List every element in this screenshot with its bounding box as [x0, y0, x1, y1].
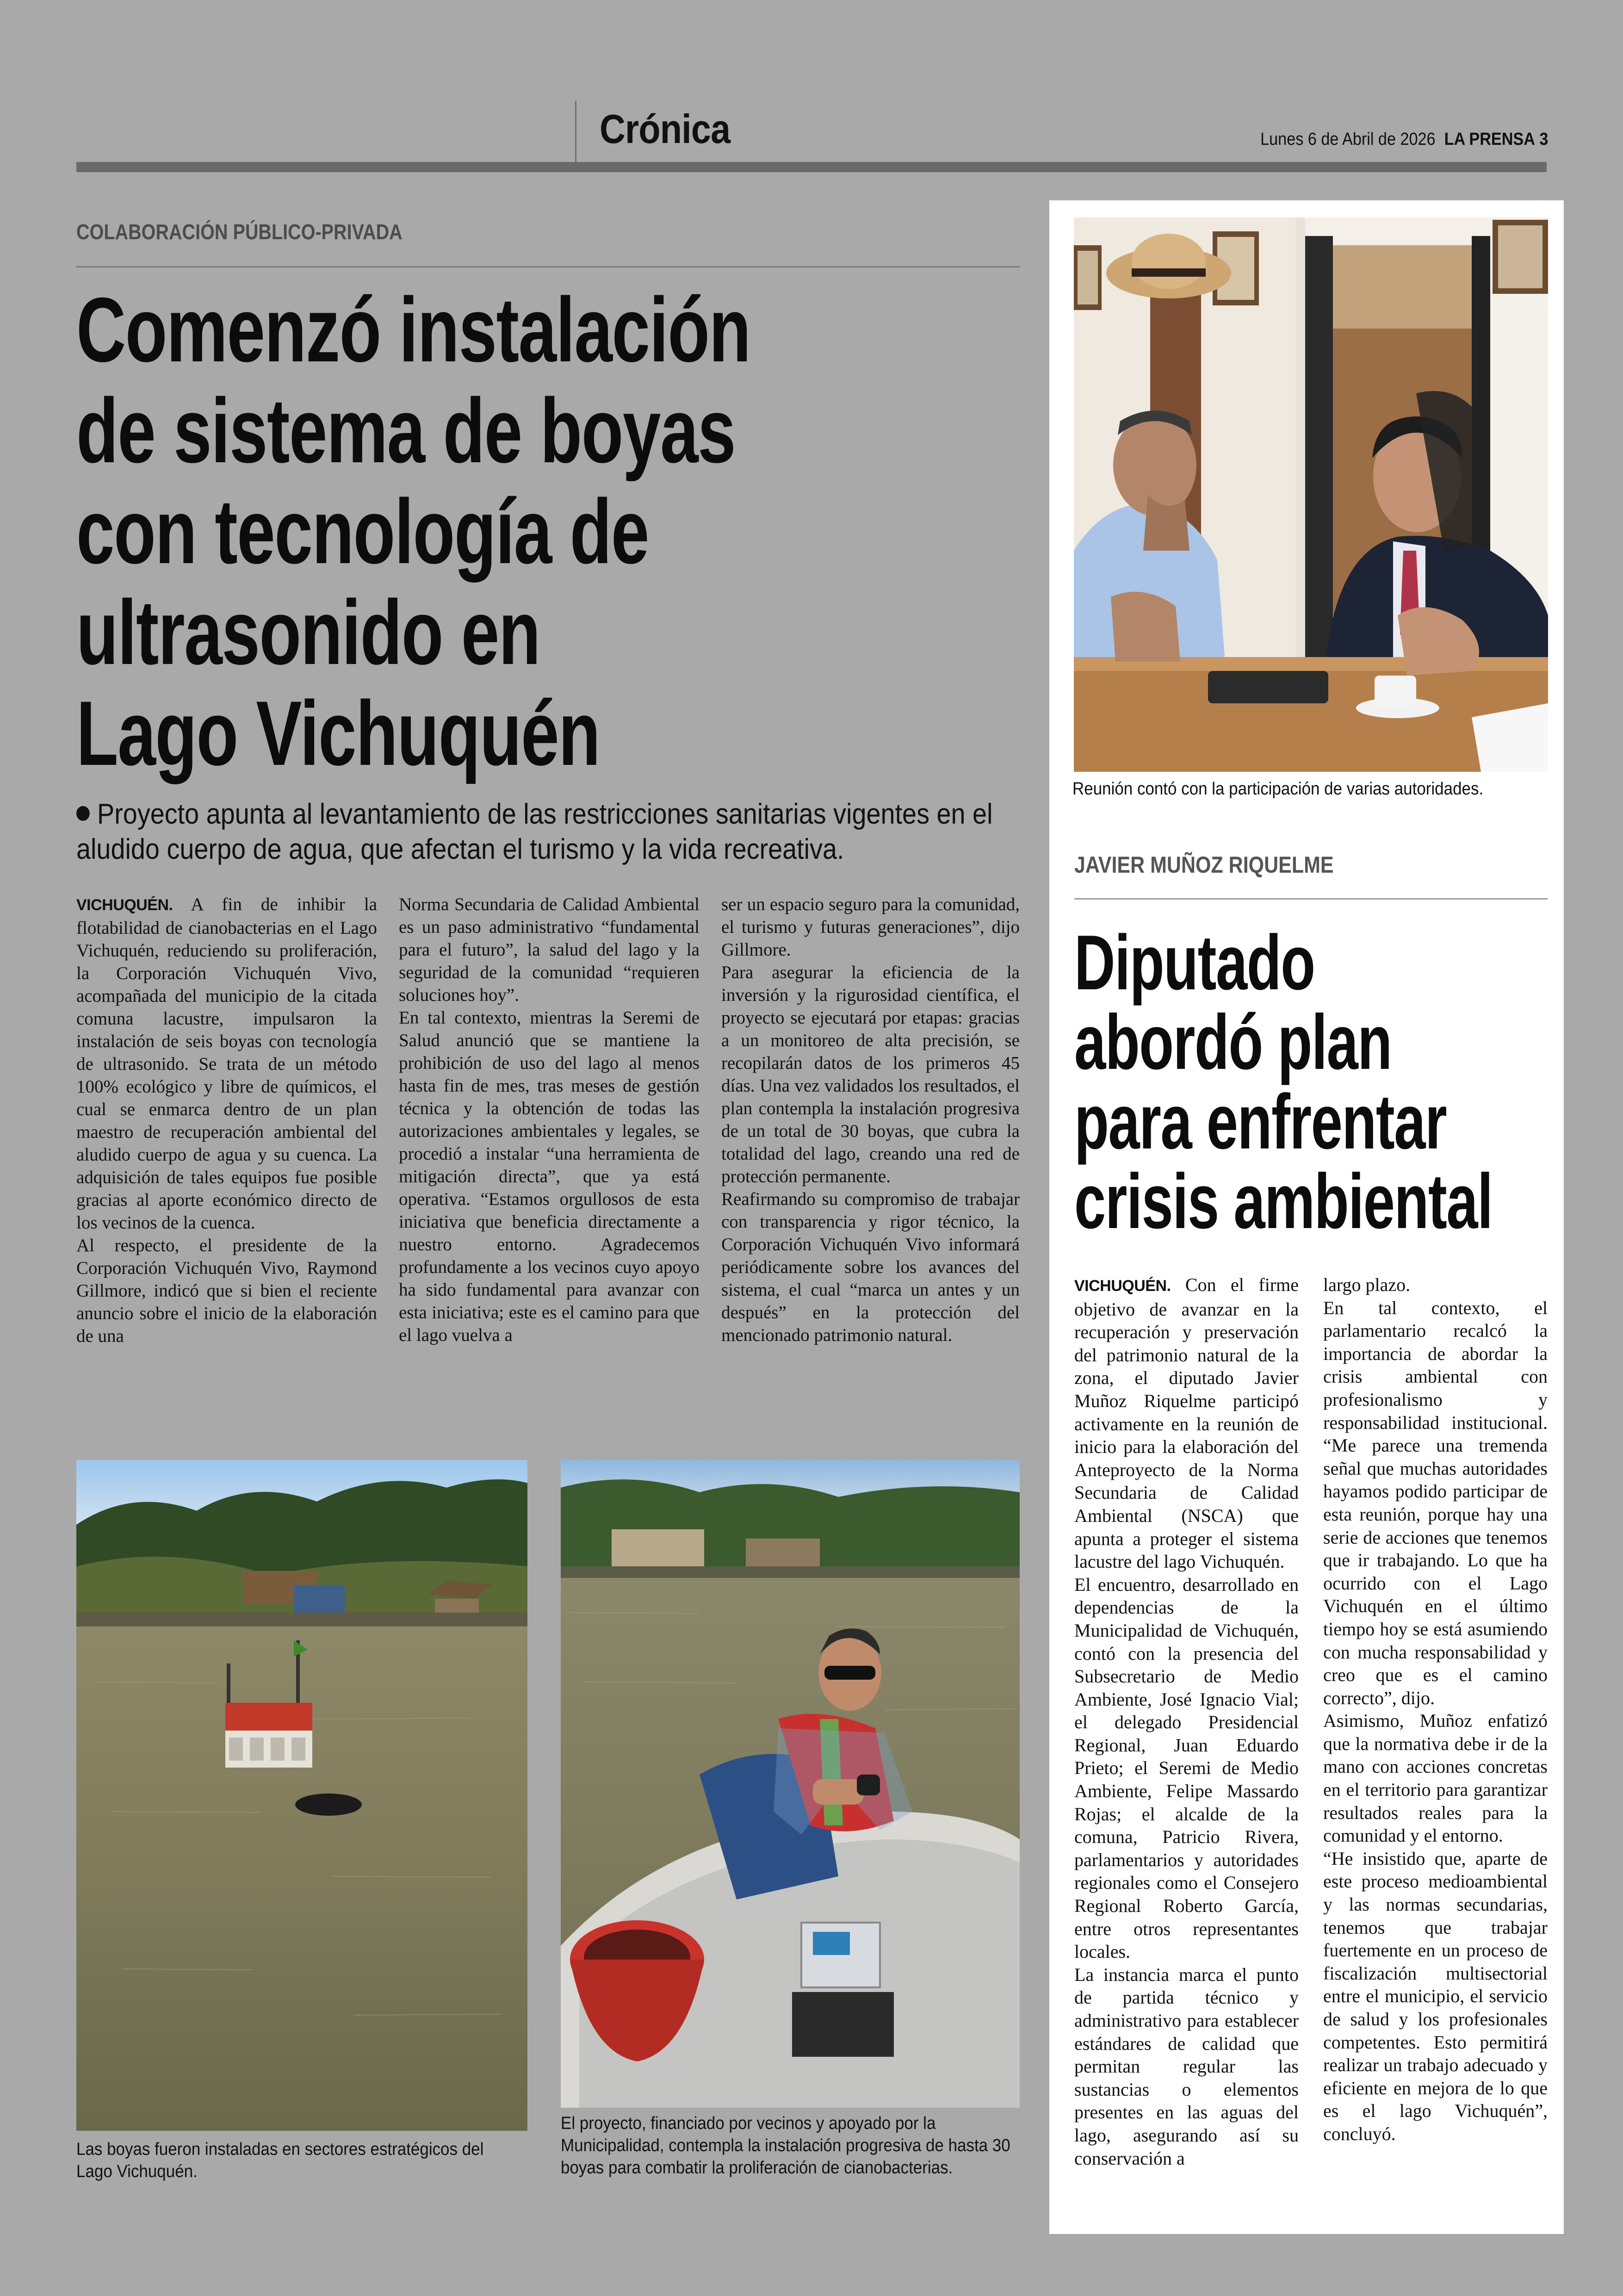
body-paragraph: Para asegurar la eficiencia de la inversión y la rigurosidad científica, el proyecto se ejecutará por etapas: gracias a un monitoreo de alta precisión, se recopilarán datos de los primeros 45 días. Una vez validados los resultados, el plan contempla la instalación progresiva de un total de 30 boyas, que cubra la totalidad del lago, creando una red de protección permanente. [721, 962, 1020, 1186]
side-headline [1074, 919, 1547, 1245]
header-rule [76, 162, 1547, 172]
main-headline [76, 279, 979, 784]
main-body-column-2 [399, 893, 700, 1416]
body-paragraph: El encuentro, desarrollado en dependencias de la Municipalidad de Vichuquén, contó con la presencia del Subsecretario de Medio Ambiente, José Ignacio Vial; el delegado Presidencial Regional, Juan Eduardo Prieto; el Seremi de Medio Ambiente, Felipe Massardo Rojas; el alcalde de la comuna, Patricio Rivera, parlamentarios y autoridades regionales como el Consejero Regional Roberto García, entre otros representantes locales. [1074, 1574, 1299, 1962]
body-paragraph: Norma Secundaria de Calidad Ambiental es un paso administrativo “fundamental para el futuro”, la salud del lago y la seguridad de la comunidad “requieren soluciones hoy”. [399, 894, 700, 1005]
main-headline-line: con tecnología de [76, 480, 649, 583]
body-paragraph: En tal contexto, el parlamentario recalcó la importancia de abordar la crisis ambiental con profesionalismo y responsabilidad institucional. “Me parece una tremenda señal que muchas autoridades hayamos podido participar de esta reunión, porque hay una serie de acciones que tenemos que ir trabajando. Lo que ha ocurrido con el Lago Vichuquén en el último tiempo hoy se está asumiendo con mucha responsabilidad y creo que es el camino correcto”, dijo. [1323, 1297, 1548, 1708]
header-dateline [1260, 130, 1548, 149]
side-kicker: JAVIER MUÑOZ RIQUELME [1074, 852, 1334, 878]
body-text: A fin de inhibir la flotabilidad de cianobacterias en el Lago Vichuquén, reduciendo su proliferación, la Corporación Vichuquén Vivo, acompañada del municipio de la citada comuna lacustre, impulsaron la instalación de seis boyas con tecnología de ultrasonido. Se trata de un método 100% ecológico y libre de químicos, el cual se enmarca dentro de un plan maestro de recuperación ambiental del aludido cuerpo de agua y su cuenca. La adquisición de tales equipos fue posible gracias al aporte económico directo de los vecinos de la cuenca. [76, 894, 377, 1233]
issue-date: Lunes 6 de Abril de 2026 [1260, 130, 1436, 149]
body-paragraph: En tal contexto, mientras la Seremi de Salud anunció que se mantiene la prohibición de uso del lago al menos hasta fin de mes, tras meses de gestión técnica y la obtención de todas las autorizaciones ambientales y legales, se procedió a instalar “una herramienta de mitigación directa”, que ya está operativa. “Estamos orgullosos de esta iniciativa que beneficia directamente a nuestro entorno. Agradecemos profundamente a los vecinos cuyo apoyo ha sido fundamental para avanzar con esta iniciativa; este es el camino para que el lago vuelva a [399, 1008, 700, 1345]
main-headline-line: ultrasonido en [76, 581, 540, 683]
bullet-icon [76, 806, 90, 821]
main-kicker-rule [76, 266, 1020, 267]
body-paragraph: La instancia marca el punto de partida técnico y administrativo para establecer estándares de calidad que permitan regular las sustancias o elementos presentes en las aguas del lago, asegurando así su conservación a [1074, 1964, 1299, 2169]
body-paragraph: “He insistido que, aparte de este proceso medioambiental y las normas secundarias, tenemos que trabajar fuertemente en un proceso de fiscalización multisectorial entre el municipio, el servicio de salud y los profesionales competentes. Esto permitirá realizar un trabajo adecuado y eficiente en mejora de lo que es el lago Vichuquén”, concluyó. [1323, 1848, 1548, 2144]
header-divider [575, 101, 576, 162]
main-kicker: COLABORACIÓN PÚBLICO-PRIVADA [76, 220, 403, 244]
main-headline-line: Comenzó instalación [76, 279, 750, 381]
section-title: Crónica [600, 106, 731, 152]
buoys-photo [76, 1460, 527, 2131]
main-subhead [76, 797, 1022, 867]
body-text: Con el firme objetivo de avanzar en la recuperación y preservación del patrimonio natural de la zona, el diputado Javier Muñoz Riquelme participó activamente en la reunión de inicio para la elaboración del Anteproyecto de la Norma Secundaria de Calidad Ambiental (NSCA) que apunta a proteger el sistema lacustre del lago Vichuquén. [1074, 1274, 1299, 1572]
body-paragraph: largo plazo. [1323, 1274, 1411, 1295]
body-paragraph [1074, 1273, 1299, 1573]
body-paragraph: Al respecto, el presidente de la Corporación Vichuquén Vivo, Raymond Gillmore, indicó que si bien el reciente anuncio sobre el inicio de la elaboración de una [76, 1235, 377, 1346]
body-paragraph: Asimismo, Muñoz enfatizó que la normativa debe ir de la mano con acciones concretas en el territorio para garantizar resultados reales para la comunidad y el entorno. [1323, 1710, 1548, 1846]
side-kicker-rule [1074, 898, 1548, 900]
page-number: 3 [1539, 130, 1548, 149]
buoys-photo-caption: Las boyas fueron instaladas en sectores estratégicos del Lago Vichuquén. [76, 2140, 484, 2181]
main-headline-line: Lago Vichuquén [76, 682, 600, 784]
body-paragraph [76, 893, 377, 1234]
meeting-photo [1074, 217, 1548, 772]
boat-worker-photo [561, 1460, 1020, 2108]
boat-photo-caption: El proyecto, financiado por vecinos y apoyado por la Municipalidad, contempla la instalación progresiva de hasta 30 boyas para combatir la proliferación de cianobacterias. [561, 2114, 1010, 2178]
main-headline-line: de sistema de boyas [76, 379, 736, 482]
publication-name: LA PRENSA [1444, 130, 1535, 149]
main-body-column-1 [76, 893, 377, 1416]
body-paragraph: Reafirmando su compromiso de trabajar con transparencia y rigor técnico, la Corporación Vichuquén Vivo informará periódicamente sobre los avances del sistema, el cual “marca un antes y un después” en la protección del mencionado patrimonio natural. [721, 1189, 1020, 1345]
meeting-photo-caption: Reunión contó con la participación de varias autoridades. [1072, 779, 1484, 799]
main-body-column-3 [721, 893, 1020, 1416]
side-body-column-2 [1323, 1273, 1548, 2203]
main-subhead-text: Proyecto apunta al levantamiento de las restricciones sanitarias vigentes en el aludido cuerpo de agua, que afectan el turismo y la vida recreativa. [76, 798, 993, 865]
side-headline-line: abordó plan [1074, 999, 1392, 1086]
side-body-column-1 [1074, 1273, 1299, 2203]
side-headline-line: para enfrentar [1074, 1078, 1447, 1165]
side-headline-line: crisis ambiental [1074, 1158, 1493, 1245]
main-dateline: VICHUQUÉN. [76, 896, 173, 914]
body-paragraph: ser un espacio seguro para la comunidad, el turismo y futuras generaciones”, dijo Gillmore. [721, 894, 1020, 960]
side-headline-line: Diputado [1074, 919, 1315, 1006]
side-dateline: VICHUQUÉN. [1074, 1277, 1171, 1295]
